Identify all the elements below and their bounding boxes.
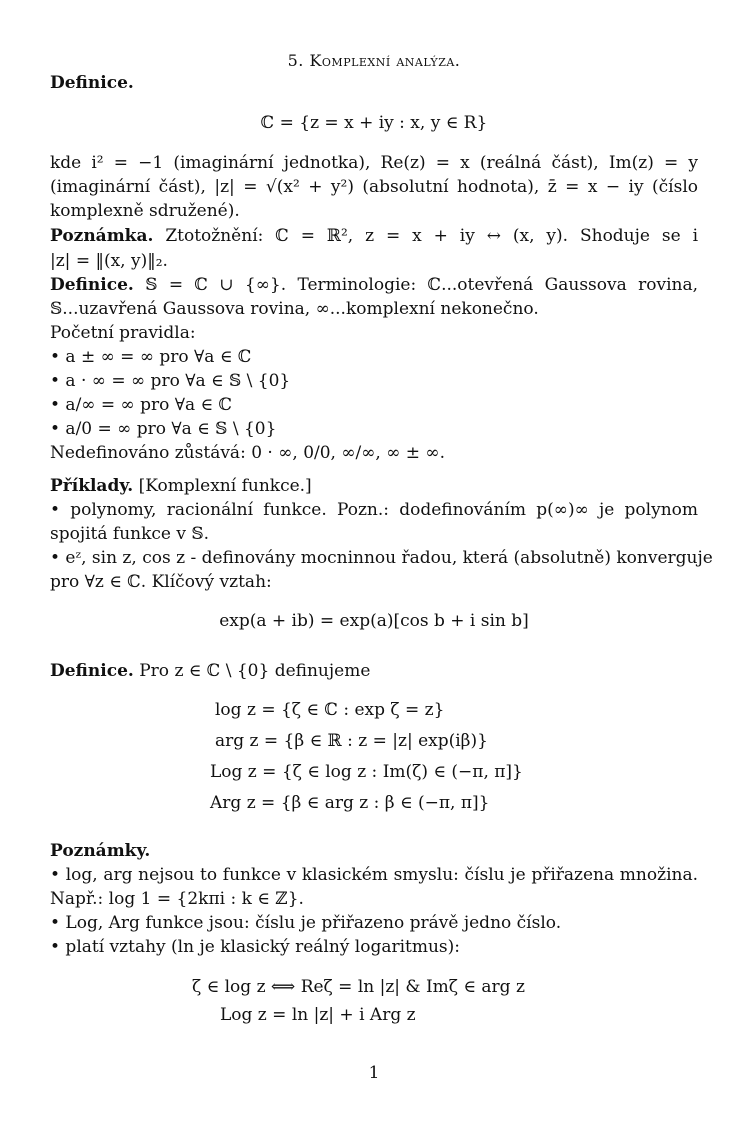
notes-line: • Log, Arg funkce jsou: číslu je přiřazeno právě jedno číslo. (50, 913, 562, 933)
example-item-2-line-1: • eᶻ, sin z, cos z - definovány mocninnou řadou, která (absolutně) konverguje (50, 548, 713, 568)
definition-1-text-line-1: kde i² = −1 (imaginární jednotka), Re(z) = x (reálná část), Im(z) = y (50, 153, 698, 173)
example-item-1-line-1: • polynomy, racionální funkce. Pozn.: dodefinováním p(∞)∞ je polynom (50, 500, 698, 520)
definition-2-text: 𝕊 = ℂ ∪ {∞}. Terminologie: ℂ...otevřená Gaussova rovina, (145, 275, 698, 295)
notes-line: Např.: log 1 = {2kπi : k ∈ ℤ}. (50, 889, 304, 909)
undefined-forms: Nedefinováno zůstává: 0 · ∞, 0/0, ∞/∞, ∞ ± ∞. (50, 443, 445, 463)
note-1-heading: Poznámka. (50, 226, 154, 246)
definition-2-line-1 (50, 274, 698, 296)
definition-1-text-line-2: (imaginární část), |z| = √(x² + y²) (absolutní hodnota), z̄ = x − iy (číslo (50, 177, 698, 197)
page-number: 1 (368, 1063, 380, 1083)
definition-3-text: Pro z ∈ ℂ \ {0} definujeme (139, 661, 371, 681)
definition-3-line (50, 660, 698, 682)
examples-heading-line (50, 475, 698, 497)
examples-subheading: [Komplexní funkce.] (138, 476, 312, 496)
log-equivalence-formula: ζ ∈ log z ⟺ Reζ = ln |z| & Imζ ∈ arg z (192, 977, 525, 997)
arg-definition: arg z = {β ∈ ℝ : z = |z| exp(iβ)} (215, 731, 488, 751)
note-1-line-2: |z| = ‖(x, y)‖₂. (50, 251, 168, 271)
example-item-2-line-2: pro ∀z ∈ ℂ. Klíčový vztah: (50, 572, 272, 592)
rule-item: • a/∞ = ∞ pro ∀a ∈ ℂ (50, 395, 233, 415)
rule-item: • a · ∞ = ∞ pro ∀a ∈ 𝕊 \ {0} (50, 371, 291, 391)
note-1-line-1 (50, 225, 698, 247)
rule-item: • a/0 = ∞ pro ∀a ∈ 𝕊 \ {0} (50, 419, 277, 439)
notes-line: • platí vztahy (ln je klasický reálný logaritmus): (50, 937, 461, 957)
principal-log-definition: Log z = {ζ ∈ log z : Im(ζ) ∈ (−π, π]} (210, 762, 523, 782)
principal-log-formula: Log z = ln |z| + i Arg z (220, 1005, 416, 1025)
euler-formula: exp(a + ib) = exp(a)[cos b + i sin b] (219, 611, 529, 631)
definition-2-heading: Definice. (50, 275, 134, 295)
definition-1-heading: Definice. (50, 73, 134, 93)
log-definition: log z = {ζ ∈ ℂ : exp ζ = z} (215, 700, 445, 720)
definition-3-heading: Definice. (50, 661, 134, 681)
examples-heading: Příklady. (50, 476, 134, 496)
complex-set-formula: ℂ = {z = x + iy : x, y ∈ R} (260, 113, 488, 133)
notes-heading: Poznámky. (50, 841, 151, 861)
example-item-1-line-2: spojitá funkce v 𝕊. (50, 524, 210, 544)
principal-arg-definition: Arg z = {β ∈ arg z : β ∈ (−π, π]} (210, 793, 490, 813)
notes-line: • log, arg nejsou to funkce v klasickém smyslu: číslu je přiřazena množina. (50, 865, 698, 885)
section-title: 5. Komplexní analýza. (287, 51, 461, 70)
definition-1-text-line-3: komplexně sdružené). (50, 201, 240, 221)
note-1-text: Ztotožnění: ℂ = ℝ², z = x + iy ↔ (x, y). Shoduje se i (165, 226, 699, 246)
definition-2-line-2: 𝕊...uzavřená Gaussova rovina, ∞...komplexní nekonečno. (50, 299, 539, 319)
rules-heading: Početní pravidla: (50, 323, 196, 343)
rule-item: • a ± ∞ = ∞ pro ∀a ∈ ℂ (50, 347, 252, 367)
